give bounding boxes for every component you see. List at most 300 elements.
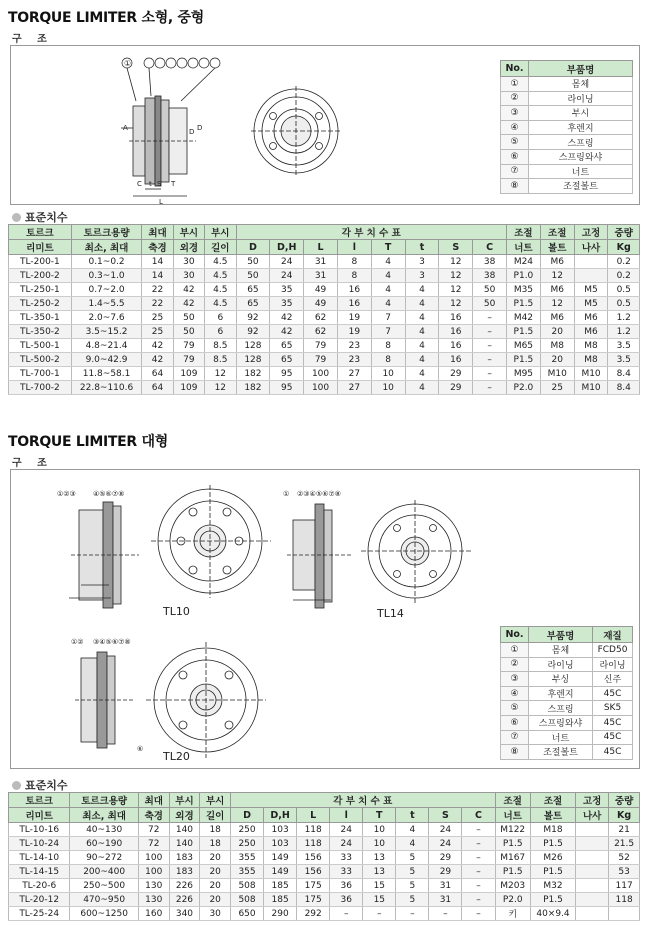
- parts-row: [501, 120, 633, 135]
- std-heading-large: [12, 777, 68, 793]
- value-cell: 36: [330, 879, 363, 893]
- value-cell: M26: [530, 851, 575, 865]
- parts-name-cell: 몸체: [529, 77, 633, 92]
- value-cell: 3.5: [608, 353, 640, 367]
- value-cell: 130: [138, 893, 169, 907]
- parts-material-cell: 45C: [593, 745, 633, 760]
- value-cell: 8: [337, 269, 371, 283]
- value-cell: 117: [609, 879, 640, 893]
- table-row: [9, 865, 640, 879]
- header-cell: T: [363, 808, 396, 823]
- table-row: [9, 879, 640, 893]
- value-cell: M10: [540, 367, 574, 381]
- parts-name-cell: 라이닝: [529, 657, 593, 672]
- header-cell: 너트: [507, 240, 541, 255]
- parts-no-cell: ②: [501, 91, 529, 106]
- header-cell: S: [439, 240, 473, 255]
- value-cell: P1.5: [495, 865, 530, 879]
- value-cell: 0.3~1.0: [71, 269, 141, 283]
- header-cell: D: [236, 240, 270, 255]
- value-cell: 7: [371, 311, 405, 325]
- value-cell: 31: [304, 269, 338, 283]
- tl14-front-view: [361, 500, 471, 604]
- parts-row: [501, 106, 633, 121]
- value-cell: 10: [363, 837, 396, 851]
- value-cell: 25: [142, 311, 173, 325]
- svg-text:C: C: [137, 180, 142, 188]
- value-cell: 29: [439, 381, 473, 395]
- value-cell: 60~190: [70, 837, 139, 851]
- value-cell: –: [473, 339, 507, 353]
- parts-no-cell: ④: [501, 686, 529, 701]
- parts-col-name: 부품명: [529, 627, 593, 643]
- header-cell: 중량: [608, 225, 640, 240]
- parts-row: [501, 91, 633, 106]
- value-cell: 5: [396, 865, 429, 879]
- value-cell: –: [473, 325, 507, 339]
- value-cell: 182: [236, 381, 270, 395]
- section1-structure-label: 구 조: [12, 34, 53, 45]
- value-cell: M167: [495, 851, 530, 865]
- parts-row: [501, 715, 633, 730]
- value-cell: P1.5: [530, 893, 575, 907]
- value-cell: 16: [337, 283, 371, 297]
- value-cell: 19: [337, 325, 371, 339]
- model-cell: TL-500-2: [9, 353, 72, 367]
- value-cell: [576, 865, 609, 879]
- value-cell: P1.5: [507, 297, 541, 311]
- header-cell: 외경: [173, 240, 204, 255]
- value-cell: 10: [371, 381, 405, 395]
- value-cell: 8: [371, 339, 405, 353]
- model-cell: TL-500-1: [9, 339, 72, 353]
- header-cell: 리미트: [9, 240, 72, 255]
- table-row: [9, 381, 640, 395]
- value-cell: 109: [173, 381, 204, 395]
- value-cell: 1.2: [608, 311, 640, 325]
- value-cell: 40×9.4: [530, 907, 575, 921]
- value-cell: P1.5: [495, 837, 530, 851]
- header-row-bottom: [9, 240, 640, 255]
- header-cell: t: [396, 808, 429, 823]
- spec-table-large: [8, 792, 640, 921]
- header-cell: 외경: [169, 808, 200, 823]
- parts-no-cell: ③: [501, 106, 529, 121]
- parts-name-cell: 몸체: [529, 643, 593, 658]
- value-cell: 4: [405, 353, 439, 367]
- value-cell: 29: [439, 367, 473, 381]
- svg-text:D: D: [197, 124, 203, 132]
- header-cell: 볼트: [540, 240, 574, 255]
- value-cell: 50: [173, 325, 204, 339]
- parts-table-large: [500, 626, 633, 760]
- header-cell: L: [297, 808, 330, 823]
- value-cell: 103: [264, 837, 297, 851]
- parts-no-cell: ⑥: [501, 715, 529, 730]
- header-cell: 고정: [576, 793, 609, 808]
- value-cell: 20: [200, 851, 231, 865]
- model-cell: TL-14-15: [9, 865, 70, 879]
- value-cell: 16: [439, 339, 473, 353]
- value-cell: 22.8~110.6: [71, 381, 141, 395]
- svg-text:L: L: [159, 198, 163, 206]
- value-cell: 79: [304, 339, 338, 353]
- value-cell: 16: [439, 325, 473, 339]
- parts-name-cell: 라이닝: [529, 91, 633, 106]
- header-cell: C: [473, 240, 507, 255]
- svg-text:T: T: [171, 180, 176, 188]
- value-cell: 11.8~58.1: [71, 367, 141, 381]
- value-cell: 8: [371, 353, 405, 367]
- value-cell: M42: [507, 311, 541, 325]
- value-cell: 118: [609, 893, 640, 907]
- parts-material-cell: 신주: [593, 672, 633, 687]
- value-cell: 31: [429, 879, 462, 893]
- value-cell: 30: [173, 255, 204, 269]
- parts-name-cell: 스프링: [529, 135, 633, 150]
- table-row: [9, 269, 640, 283]
- value-cell: 19: [337, 311, 371, 325]
- header-cell: 토르크용량: [70, 793, 139, 808]
- table-row: [9, 283, 640, 297]
- value-cell: 21: [609, 823, 640, 837]
- value-cell: –: [473, 381, 507, 395]
- parts-material-cell: 라이닝: [593, 657, 633, 672]
- model-cell: TL-700-2: [9, 381, 72, 395]
- parts-row: [501, 730, 633, 745]
- value-cell: 65: [270, 353, 304, 367]
- parts-col-no: No.: [501, 61, 529, 77]
- value-cell: 33: [330, 865, 363, 879]
- value-cell: 15: [363, 879, 396, 893]
- parts-name-cell: 후렌지: [529, 686, 593, 701]
- value-cell: 109: [173, 367, 204, 381]
- header-cell: 최대: [138, 793, 169, 808]
- value-cell: [576, 837, 609, 851]
- value-cell: 0.5: [608, 283, 640, 297]
- value-cell: 4: [371, 283, 405, 297]
- value-cell: 183: [169, 851, 200, 865]
- value-cell: –: [396, 907, 429, 921]
- header-cell: 고정: [574, 225, 608, 240]
- parts-no-cell: ⑥: [501, 149, 529, 164]
- value-cell: 3: [405, 255, 439, 269]
- spec-table-small: [8, 224, 640, 395]
- value-cell: 92: [236, 311, 270, 325]
- header-cell: 중량: [609, 793, 640, 808]
- value-cell: 12: [439, 283, 473, 297]
- value-cell: 100: [138, 851, 169, 865]
- parts-material-cell: 45C: [593, 715, 633, 730]
- parts-name-cell: 조절볼트: [529, 745, 593, 760]
- value-cell: 4.5: [205, 283, 236, 297]
- header-cell: 토르크: [9, 225, 72, 240]
- parts-no-cell: ③: [501, 672, 529, 687]
- value-cell: 8.5: [205, 339, 236, 353]
- value-cell: 62: [304, 311, 338, 325]
- value-cell: 0.7~2.0: [71, 283, 141, 297]
- header-cell: 조절: [495, 793, 530, 808]
- side-section-view: [121, 68, 215, 196]
- table-row: [9, 893, 640, 907]
- header-cell: Kg: [609, 808, 640, 823]
- header-cell: T: [371, 240, 405, 255]
- table-row: [9, 823, 640, 837]
- value-cell: M122: [495, 823, 530, 837]
- value-cell: 6: [205, 325, 236, 339]
- value-cell: 5: [396, 893, 429, 907]
- parts-material-cell: 45C: [593, 730, 633, 745]
- parts-row: [501, 657, 633, 672]
- value-cell: –: [363, 907, 396, 921]
- value-cell: 42: [142, 353, 173, 367]
- value-cell: –: [462, 837, 495, 851]
- value-cell: 24: [429, 837, 462, 851]
- callout-b2: ②③④⑤⑥⑦⑧: [297, 490, 341, 498]
- value-cell: 20: [540, 325, 574, 339]
- value-cell: 15: [363, 893, 396, 907]
- parts-row: [501, 149, 633, 164]
- tl20-section-view: [75, 652, 135, 748]
- value-cell: 156: [297, 865, 330, 879]
- value-cell: 키: [495, 907, 530, 921]
- value-cell: 38: [473, 255, 507, 269]
- parts-row: [501, 643, 633, 658]
- header-cell: D: [231, 808, 264, 823]
- value-cell: 10: [371, 367, 405, 381]
- value-cell: 20: [200, 893, 231, 907]
- header-cell: 부시: [173, 225, 204, 240]
- value-cell: P1.5: [530, 865, 575, 879]
- parts-col-material: 재질: [593, 627, 633, 643]
- tl20-front-view: [146, 642, 266, 758]
- parts-no-cell: ④: [501, 120, 529, 135]
- value-cell: 4: [405, 297, 439, 311]
- value-cell: [574, 255, 608, 269]
- value-cell: M6: [540, 311, 574, 325]
- value-cell: 7: [371, 325, 405, 339]
- value-cell: 118: [297, 837, 330, 851]
- value-cell: 14: [142, 269, 173, 283]
- value-cell: 50: [173, 311, 204, 325]
- header-cell: 최소, 최대: [70, 808, 139, 823]
- header-cell: 토르크: [9, 793, 70, 808]
- value-cell: [576, 879, 609, 893]
- header-cell: 나사: [576, 808, 609, 823]
- header-cell: 조절: [540, 225, 574, 240]
- value-cell: 4: [371, 255, 405, 269]
- parts-name-cell: 너트: [529, 164, 633, 179]
- value-cell: P1.5: [530, 837, 575, 851]
- value-cell: 12: [439, 269, 473, 283]
- header-row-bottom: [9, 808, 640, 823]
- value-cell: 25: [540, 381, 574, 395]
- value-cell: M10: [574, 367, 608, 381]
- callout-c3: ⑥: [137, 745, 144, 753]
- parts-col-name: 부품명: [529, 61, 633, 77]
- parts-no-cell: ①: [501, 77, 529, 92]
- value-cell: 4.8~21.4: [71, 339, 141, 353]
- header-cell: 볼트: [530, 808, 575, 823]
- header-cell: 조절: [507, 225, 541, 240]
- value-cell: –: [429, 907, 462, 921]
- value-cell: 340: [169, 907, 200, 921]
- parts-material-cell: FCD50: [593, 643, 633, 658]
- value-cell: M35: [507, 283, 541, 297]
- value-cell: M5: [574, 283, 608, 297]
- header-cell: 리미트: [9, 808, 70, 823]
- value-cell: 23: [337, 339, 371, 353]
- header-cell: 길이: [205, 240, 236, 255]
- parts-name-cell: 스프링와샤: [529, 149, 633, 164]
- value-cell: M6: [574, 325, 608, 339]
- header-row-top: [9, 225, 640, 240]
- value-cell: 79: [173, 339, 204, 353]
- parts-name-cell: 부시: [529, 106, 633, 121]
- header-cell: l: [337, 240, 371, 255]
- value-cell: 29: [429, 865, 462, 879]
- parts-row: [501, 135, 633, 150]
- value-cell: 31: [429, 893, 462, 907]
- parts-no-cell: ①: [501, 643, 529, 658]
- callout-group: [144, 58, 220, 68]
- value-cell: 149: [264, 865, 297, 879]
- value-cell: 72: [138, 823, 169, 837]
- header-cell: 토르크용량: [71, 225, 141, 240]
- value-cell: 12: [540, 297, 574, 311]
- value-cell: 250~500: [70, 879, 139, 893]
- model-label-tl14: TL14: [377, 607, 404, 620]
- value-cell: 49: [304, 297, 338, 311]
- std-label: 표준치수: [25, 779, 68, 792]
- value-cell: 24: [270, 269, 304, 283]
- value-cell: P1.0: [507, 269, 541, 283]
- header-cell: L: [304, 240, 338, 255]
- value-cell: 12: [540, 269, 574, 283]
- parts-row: [501, 164, 633, 179]
- value-cell: 42: [142, 339, 173, 353]
- header-cell: 각 부 치 수 표: [236, 225, 507, 240]
- value-cell: 22: [142, 283, 173, 297]
- value-cell: 128: [236, 353, 270, 367]
- value-cell: 160: [138, 907, 169, 921]
- value-cell: 62: [304, 325, 338, 339]
- value-cell: –: [473, 367, 507, 381]
- callout-c2: ③④⑤⑥⑦⑧: [93, 638, 131, 646]
- section2-structure-label: 구 조: [12, 458, 53, 469]
- parts-no-cell: ⑧: [501, 179, 529, 194]
- value-cell: 156: [297, 851, 330, 865]
- tl14-section-view: [287, 504, 351, 608]
- value-cell: 72: [138, 837, 169, 851]
- value-cell: 20: [200, 879, 231, 893]
- parts-row: [501, 672, 633, 687]
- value-cell: 2.0~7.6: [71, 311, 141, 325]
- header-cell: 너트: [495, 808, 530, 823]
- value-cell: 30: [200, 907, 231, 921]
- value-cell: 16: [439, 353, 473, 367]
- parts-row: [501, 686, 633, 701]
- table-row: [9, 311, 640, 325]
- value-cell: 355: [231, 865, 264, 879]
- value-cell: –: [462, 851, 495, 865]
- value-cell: 64: [142, 381, 173, 395]
- model-cell: TL-10-16: [9, 823, 70, 837]
- value-cell: [574, 269, 608, 283]
- table-row: [9, 353, 640, 367]
- value-cell: 290: [264, 907, 297, 921]
- value-cell: –: [462, 865, 495, 879]
- model-label-tl20: TL20: [163, 750, 190, 763]
- table-row: [9, 255, 640, 269]
- table-row: [9, 851, 640, 865]
- svg-text:t: t: [149, 180, 152, 188]
- value-cell: 21.5: [609, 837, 640, 851]
- value-cell: 49: [304, 283, 338, 297]
- value-cell: M6: [540, 283, 574, 297]
- value-cell: 10: [363, 823, 396, 837]
- header-cell: t: [405, 240, 439, 255]
- model-cell: TL-14-10: [9, 851, 70, 865]
- value-cell: –: [330, 907, 363, 921]
- value-cell: 0.1~0.2: [71, 255, 141, 269]
- value-cell: 100: [138, 865, 169, 879]
- value-cell: 18: [200, 823, 231, 837]
- value-cell: 5: [396, 879, 429, 893]
- value-cell: 4: [371, 297, 405, 311]
- value-cell: 20: [200, 865, 231, 879]
- value-cell: –: [462, 879, 495, 893]
- value-cell: 600~1250: [70, 907, 139, 921]
- header-cell: 길이: [200, 808, 231, 823]
- value-cell: M8: [540, 339, 574, 353]
- parts-row: [501, 701, 633, 716]
- value-cell: 40~130: [70, 823, 139, 837]
- model-cell: TL-20-12: [9, 893, 70, 907]
- header-cell: S: [429, 808, 462, 823]
- value-cell: 38: [473, 269, 507, 283]
- model-cell: TL-20-6: [9, 879, 70, 893]
- parts-col-no: No.: [501, 627, 529, 643]
- parts-row: [501, 745, 633, 760]
- parts-name-cell: 너트: [529, 730, 593, 745]
- value-cell: 0.5: [608, 297, 640, 311]
- value-cell: 0.2: [608, 255, 640, 269]
- header-cell: 부시: [205, 225, 236, 240]
- value-cell: 16: [439, 311, 473, 325]
- value-cell: 27: [337, 381, 371, 395]
- value-cell: 175: [297, 879, 330, 893]
- value-cell: 185: [264, 893, 297, 907]
- value-cell: 4: [405, 311, 439, 325]
- value-cell: 36: [330, 893, 363, 907]
- value-cell: 6: [205, 311, 236, 325]
- value-cell: 4: [405, 283, 439, 297]
- parts-no-cell: ⑦: [501, 730, 529, 745]
- value-cell: 149: [264, 851, 297, 865]
- model-cell: TL-350-2: [9, 325, 72, 339]
- model-cell: TL-200-1: [9, 255, 72, 269]
- value-cell: 103: [264, 823, 297, 837]
- value-cell: 3: [405, 269, 439, 283]
- table-row: [9, 325, 640, 339]
- value-cell: 9.0~42.9: [71, 353, 141, 367]
- table-row: [9, 297, 640, 311]
- value-cell: 508: [231, 879, 264, 893]
- value-cell: 183: [169, 865, 200, 879]
- parts-name-cell: 스프링: [529, 701, 593, 716]
- model-cell: TL-10-24: [9, 837, 70, 851]
